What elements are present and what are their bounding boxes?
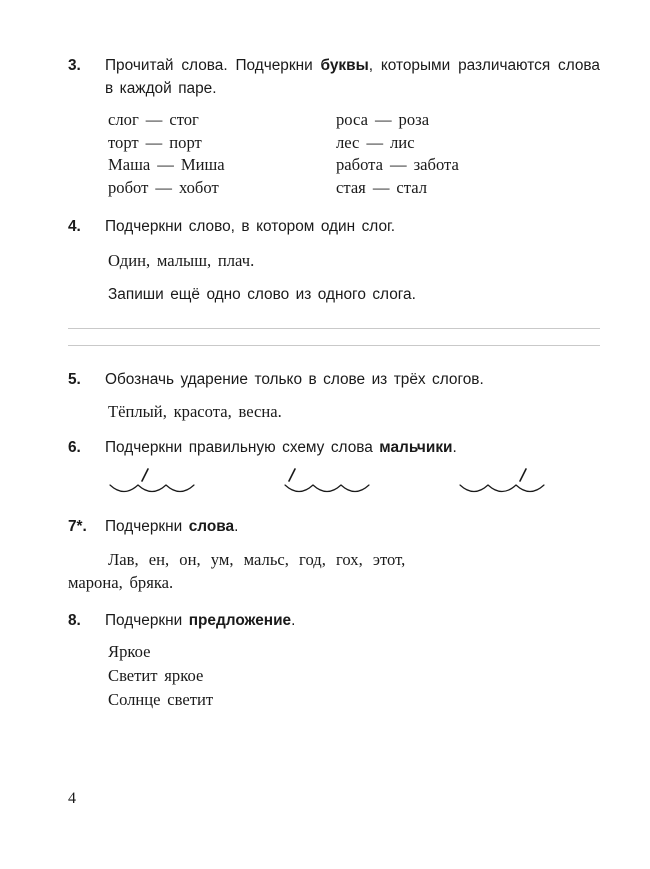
task-7-number: 7*. <box>68 518 87 536</box>
word-b: Миша <box>180 155 225 175</box>
task-5-prompt <box>68 368 600 391</box>
task-4-prompt-text: Подчеркни слово, в котором один слог. <box>105 218 396 236</box>
word-pair <box>108 109 336 132</box>
task-6-scheme-options <box>68 465 600 499</box>
task-3-word-pairs <box>68 109 600 199</box>
word-b: роза <box>398 110 430 129</box>
task-7-prompt <box>68 515 600 538</box>
task-3-prompt <box>68 54 600 100</box>
task-7-word-list-line-1: Лав, ен, он, ум, мальс, год, гох, этот, <box>108 550 406 570</box>
word-a: слог <box>108 110 139 129</box>
task-4 <box>68 215 600 306</box>
task-3-prompt-bold: буквы <box>320 57 369 74</box>
task-6-prompt-after: . <box>452 439 457 457</box>
word-pair <box>108 154 336 177</box>
task-6-prompt-bold: мальчики <box>379 439 453 457</box>
word-a: стая <box>336 177 366 197</box>
sentence-option[interactable]: Яркое <box>108 642 151 662</box>
task-8 <box>68 609 600 712</box>
word-pair <box>336 109 600 132</box>
pair-dash: — <box>145 132 163 152</box>
word-pair <box>336 154 600 177</box>
syllable-scheme-option-2[interactable] <box>283 465 393 499</box>
word-a: роса <box>336 110 368 129</box>
sentence-option[interactable]: Светит яркое <box>108 666 204 686</box>
task-4-prompt <box>68 215 600 238</box>
task-8-number: 8. <box>68 612 81 630</box>
task-4-followup: Запиши ещё одно слово из одного слога. <box>108 286 416 304</box>
task-5 <box>68 368 600 423</box>
word-a: робот <box>108 177 149 197</box>
word-a: Маша <box>108 155 151 175</box>
word-b: порт <box>169 132 202 152</box>
task-7-prompt-bold: слова <box>188 518 235 536</box>
task-6 <box>68 436 600 499</box>
page-number: 4 <box>68 790 76 807</box>
task-7 <box>68 515 600 594</box>
word-pair <box>108 177 336 200</box>
task-6-prompt-before: Подчеркни правильную схему слова <box>105 439 380 457</box>
task-7-prompt-after: . <box>234 518 239 536</box>
pair-dash: — <box>145 110 163 129</box>
pair-dash: — <box>374 110 392 129</box>
task-8-prompt <box>68 609 600 632</box>
pair-dash: — <box>155 177 172 197</box>
task-5-prompt-text: Обозначь ударение только в слове из трёх слогов. <box>105 371 484 389</box>
task-3-number: 3. <box>68 57 81 74</box>
task-8-prompt-before: Подчеркни <box>105 612 189 630</box>
task-5-word-list: Тёплый, красота, весна. <box>108 402 282 422</box>
task-8-prompt-bold: предложение <box>188 612 292 630</box>
word-a: работа <box>336 155 384 175</box>
word-b: хобот <box>178 177 219 197</box>
divider-rule-top <box>68 328 600 329</box>
task-3-prompt-before: Прочитай слова. Подчеркни <box>105 57 321 74</box>
word-a: торт <box>108 132 139 152</box>
word-a: лес <box>336 132 360 152</box>
word-pair <box>336 132 600 155</box>
task-4-word-list: Один, малыш, плач. <box>108 251 255 271</box>
word-b: лис <box>390 132 415 152</box>
pair-dash: — <box>372 177 390 197</box>
task-3-prompt-after: , которыми различаются слова в каждой паре. <box>105 57 600 97</box>
task-3 <box>68 54 600 199</box>
word-pair <box>336 177 600 200</box>
task-8-sentence-options <box>68 640 600 712</box>
word-pair <box>108 132 336 155</box>
pair-dash: — <box>366 132 384 152</box>
task-5-number: 5. <box>68 371 81 389</box>
task-6-prompt <box>68 436 600 459</box>
syllable-scheme-option-1[interactable] <box>108 465 218 499</box>
word-b: стог <box>169 110 199 129</box>
task-4-number: 4. <box>68 218 81 236</box>
divider-rule-bottom <box>68 345 600 346</box>
word-b: стал <box>396 177 428 197</box>
task-7-word-list-line-2: марона, бряка. <box>68 573 174 593</box>
syllable-scheme-option-3[interactable] <box>458 465 568 499</box>
sentence-option[interactable]: Солнце светит <box>108 690 214 710</box>
task-7-prompt-before: Подчеркни <box>105 518 189 536</box>
pair-dash: — <box>390 155 407 175</box>
task-6-number: 6. <box>68 439 81 457</box>
task-8-prompt-after: . <box>291 612 296 630</box>
section-divider <box>68 328 600 346</box>
pair-dash: — <box>157 155 174 175</box>
word-b: забота <box>413 155 459 175</box>
